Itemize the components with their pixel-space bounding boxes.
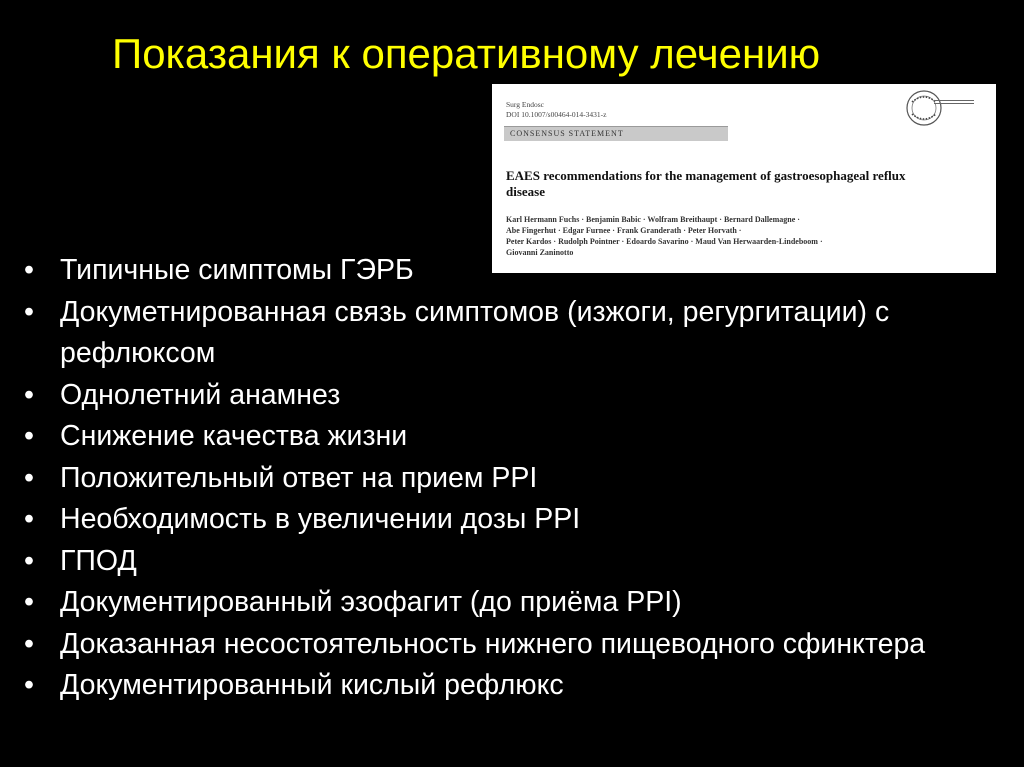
indication-text: Снижение качества жизни: [60, 420, 408, 452]
indication-item: [24, 582, 984, 624]
indication-text: Доказанная несостоятельность нижнего пищеводного сфинктера: [60, 627, 926, 660]
indication-text: ГПОД: [60, 544, 137, 577]
indication-text: Типичные симптомы ГЭРБ: [60, 254, 414, 286]
journal-seal-icon: [904, 88, 944, 128]
indication-item: [24, 375, 984, 417]
bullet-icon: •: [24, 461, 34, 494]
bullet-icon: •: [24, 669, 34, 701]
indication-item: [24, 458, 984, 500]
seal-divider: [934, 100, 974, 101]
indication-item: [24, 292, 984, 375]
indication-text: Документированный эзофагит (до приёма PPI): [60, 586, 682, 618]
paper-journal-name: Surg Endosc: [506, 100, 544, 109]
bullet-icon: •: [24, 254, 34, 286]
paper-authors-line: Karl Hermann Fuchs · Benjamin Babic · Wolfram Breithaupt · Bernard Dallemagne ·: [506, 215, 800, 224]
paper-type-banner: [504, 126, 728, 141]
indication-item: [24, 665, 984, 707]
indication-item: [24, 541, 984, 583]
paper-authors-line: Giovanni Zaninotto: [506, 248, 574, 257]
paper-doi: DOI 10.1007/s00464-014-3431-z: [506, 110, 607, 119]
indication-text: Однолетний анамнез: [60, 378, 341, 411]
bullet-icon: •: [24, 378, 34, 411]
indication-item: [24, 250, 984, 292]
indications-list: [24, 250, 984, 707]
indication-item: [24, 624, 984, 666]
indication-text: Положительный ответ на прием PPI: [60, 461, 538, 494]
paper-excerpt-image: [492, 84, 996, 273]
paper-type-label: CONSENSUS STATEMENT: [510, 129, 624, 138]
indication-item: [24, 416, 984, 458]
paper-authors-line: Abe Fingerhut · Edgar Furnee · Frank Granderath · Peter Horvath ·: [506, 226, 742, 235]
indication-text: Необходимость в увеличении дозы PPI: [60, 503, 581, 535]
bullet-icon: •: [24, 544, 34, 577]
slide-title: Показания к оперативному лечению: [112, 30, 821, 77]
bullet-icon: •: [24, 503, 34, 535]
bullet-icon: •: [24, 586, 34, 618]
indication-text: Документированный кислый рефлюкс: [60, 669, 564, 701]
bullet-icon: •: [24, 295, 34, 328]
bullet-icon: •: [24, 627, 34, 660]
indication-item: [24, 499, 984, 541]
bullet-icon: •: [24, 420, 34, 452]
seal-divider: [934, 103, 974, 104]
indication-text: Докуметнированная связь симптомов (изжоги, регургитации) с рефлюксом: [60, 295, 890, 369]
paper-authors-line: Peter Kardos · Rudolph Pointner · Edoardo Savarino · Maud Van Herwaarden-Lindeboom ·: [506, 237, 823, 246]
paper-title: EAES recommendations for the management of gastroesophageal reflux disease: [506, 168, 906, 199]
